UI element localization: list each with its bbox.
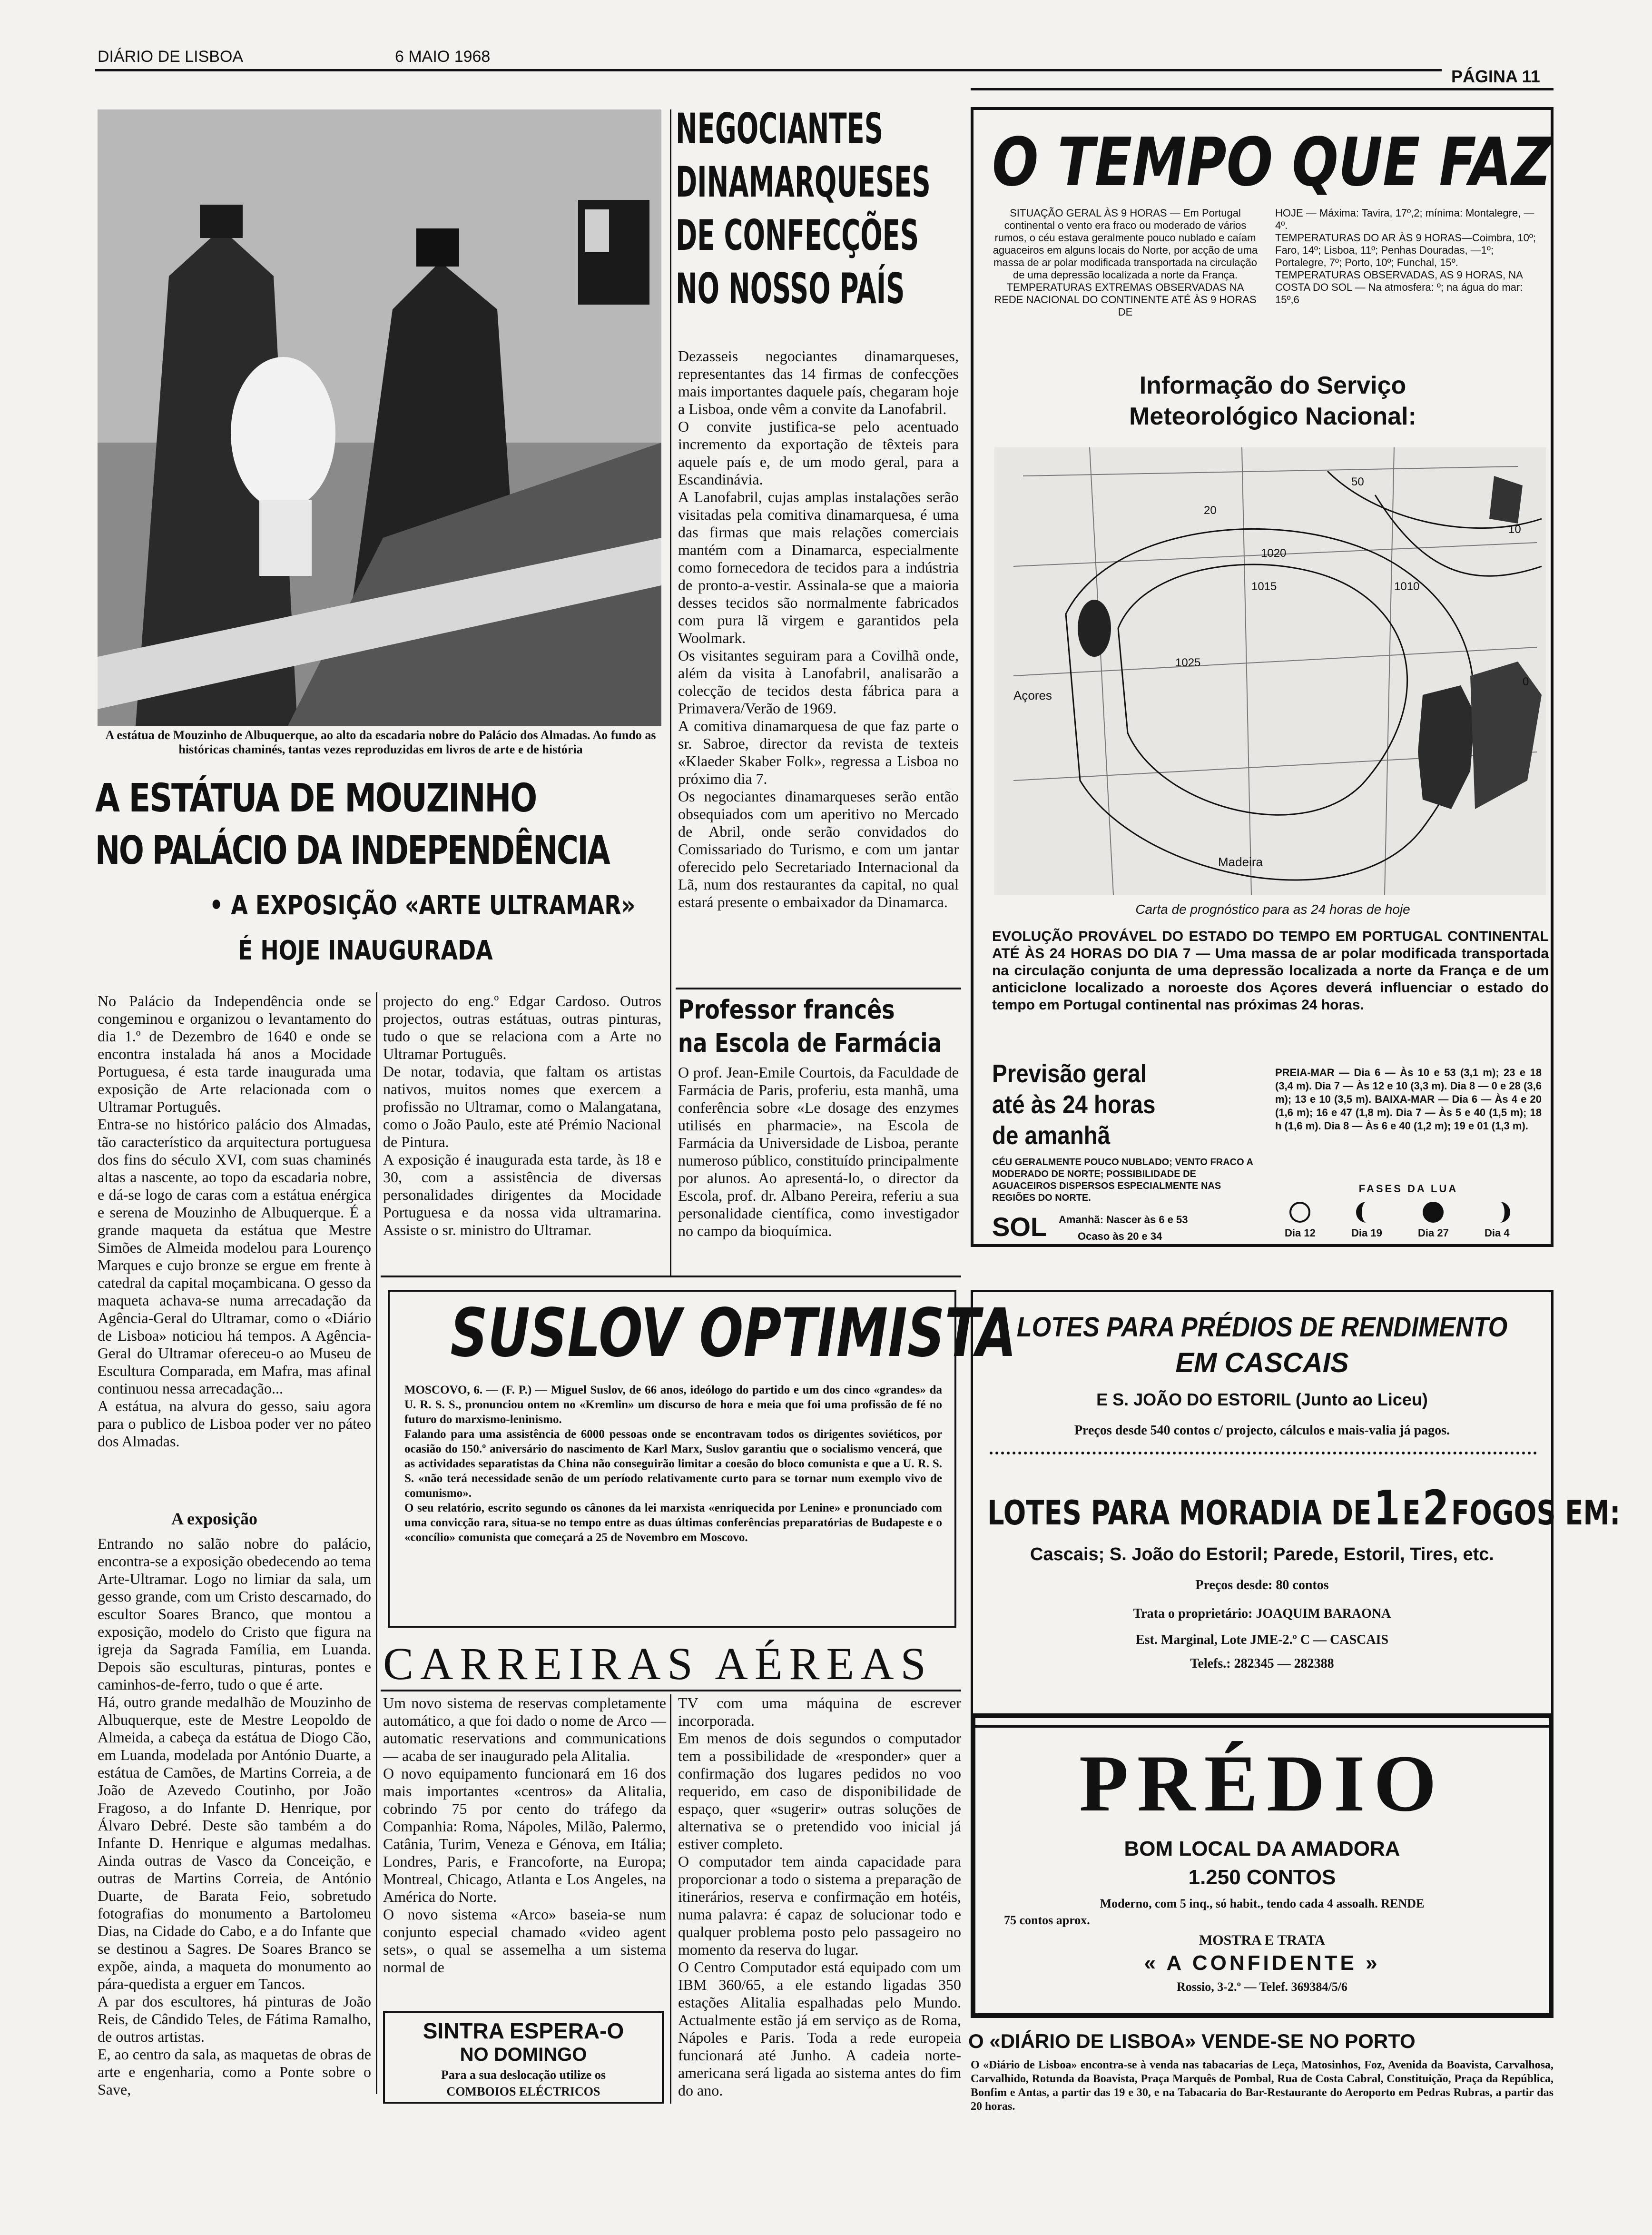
weather-info-1: Informação do Serviço	[1139, 372, 1406, 399]
sintra-title: SINTRA ESPERA-O	[423, 2018, 624, 2043]
mouzinho-headline-2: NO PALÁCIO DA INDEPENDÊNCIA	[95, 828, 610, 873]
sintra-line2: COMBOIOS ELÉCTRICOS	[446, 2085, 600, 2098]
porto-body: O «Diário de Lisboa» encontra-se à venda nas tabacarias de Leça, Matosinhos, Foz, Avenida da Boavista, Carvalhosa, Carvalhido, Rotunda da Boavista, Praça Marquês de Pombal, Rua de Costa Cabral, Constituição, Praça da República, Bonfim e Antas, a partir das 19 e 30, e na Tabacaria do Bar-Restaurante do Aeroporto em Pedras Rubras, a partir das 20 horas.	[971, 2059, 1554, 2113]
forecast-map-svg	[994, 447, 1546, 895]
col-rule-1	[376, 992, 377, 2094]
lotes-contact: Trata o proprietário: JOAQUIM BARAONA	[1133, 1606, 1391, 1621]
weather-map-caption: Carta de prognóstico para as 24 horas de hoje	[1135, 902, 1410, 917]
moon-day-2: Dia 19	[1351, 1227, 1382, 1239]
predio-line4: 75 contos aprox.	[1004, 1913, 1090, 1927]
mouzinho-photo-caption: A estátua de Mouzinho de Albuquerque, ao alto da escadaria nobre do Palácio dos Almadas. Ao fundo as históricas chaminés, tantas vezes reproduzidas em livros de arte e de história	[105, 728, 656, 756]
map-label-20: 20	[1204, 504, 1217, 517]
predio-line6: « A CONFIDENTE »	[1144, 1951, 1380, 1975]
weather-mares: PREIA-MAR — Dia 6 — Às 10 e 53 (3,1 m); 23 e 18 (3,4 m). Dia 7 — Às 12 e 10 (3,3 m). Dia 8 — 0 e 28 (3,6 m); 13 e 10 (3,5 m). BAIXA-MAR — Dia 6 — Às 4 e 20 (1,6 m); 16 e 47 (1,8 m). Dia 7 — Às 5 e 40 (1,5 m); 18 h (1,6 m). Dia 8 — Às 6 e 40 (1,2 m); 19 e 01 (1,3 m).	[1275, 1067, 1542, 1132]
map-label-1020: 1020	[1261, 547, 1287, 560]
professor-headline-2: na Escola de Farmácia	[678, 1028, 942, 1058]
predio-title: PRÉDIO	[1079, 1739, 1446, 1828]
col-rule-2	[670, 109, 671, 1276]
lotes-title-3a: LOTES PARA MORADIA DE	[987, 1493, 1372, 1533]
lotes-address: Est. Marginal, Lote JME-2.º C — CASCAIS	[1135, 1632, 1389, 1647]
negociantes-headline-line-4: NO NOSSO PAÍS	[676, 264, 905, 313]
lotes-prices2: Preços desde: 80 contos	[1195, 1578, 1329, 1592]
weather-info-2: Meteorológico Nacional:	[1129, 403, 1416, 430]
porto-headline: O «DIÁRIO DE LISBOA» VENDE-SE NO PORTO	[968, 2030, 1416, 2052]
moon-new-icon	[1289, 1202, 1310, 1223]
map-label-1025: 1025	[1175, 656, 1201, 669]
mouzinho-col1: No Palácio da Independência onde se congeminou e organizou o levantamento do dia 1.º de Dezembro de 1640 e onde se encontra instalada há anos a Mocidade Portuguesa, é esta tarde inaugurada uma exposição de Arte relacionada com o Ultramar Português. Entra-se no histórico palácio dos Almadas, tão característico da arquitectura portuguesa dos fins do século XVI, com suas chaminés altas a nascente, ao topo da escadaria nobre, e dá-se logo de caras com a estátua enérgica e serena de Mouzinho de Albuquerque. É a grande maqueta da estátua que Mestre Simões de Almeida modelou para Lourenço Marques e cujo bronze se ergue em frente à catedral da capital moçambicana. O gesso da maqueta achava-se numa arrecadação da Agência-Geral do Ultramar, como o «Diário de Lisboa» noticiou há tempos. A Agência-Geral do Ultramar ofereceu-o ao Museu de Escultura Comparada, em Mafra, mas afinal continuou nessa arrecadação... A estátua, na alvura do gesso, saiu agora para o publico de Lisboa poder ver no páteo dos Almadas.	[98, 992, 371, 1450]
masthead-date: 6 MAIO 1968	[395, 48, 491, 66]
sintra-line: Para a sua deslocação utilize os	[441, 2068, 606, 2082]
carreiras-rule	[381, 1690, 961, 1691]
predio-line7: Rossio, 3-2.º — Telef. 369384/5/6	[1177, 1980, 1347, 1994]
mouzinho-photo	[98, 109, 661, 726]
map-label-10: 10	[1508, 523, 1521, 536]
weather-map	[994, 447, 1546, 895]
professor-headline-1: Professor francês	[678, 995, 895, 1025]
lotes-divider	[990, 1452, 1537, 1455]
lotes-title-3c: E	[1402, 1493, 1421, 1533]
predio-line1: BOM LOCAL DA AMADORA	[1124, 1837, 1400, 1860]
carreiras-headline: CARREIRAS AÉREAS	[383, 1638, 933, 1689]
predio-line5: MOSTRA E TRATA	[1199, 1932, 1326, 1948]
negociantes-headline-line-1: NEGOCIANTES	[676, 104, 884, 153]
lotes-places2: Cascais; S. João do Estoril; Parede, Estoril, Tires, etc.	[1030, 1544, 1494, 1564]
moon-first-quarter-icon	[1356, 1202, 1377, 1223]
professor-body: O prof. Jean-Emile Courtois, da Faculdade de Farmácia de Paris, proferiu, esta manhã, uma conferência sobre «Le dosage des enzymes utilisés en pharmacie», na Escola de Farmácia da Universidade de Lisboa, perante numeroso público, constituído principalmente por alunos. Ao apresentá-lo, o director da Escola, prof. dr. Albano Pereira, referiu a sua personalidade científica, como investigador no campo da bioquímica.	[678, 1064, 959, 1239]
mouzinho-headline-1: A ESTÁTUA DE MOUZINHO	[95, 776, 536, 821]
moon-full-icon	[1423, 1202, 1444, 1223]
weather-fases-lua: FASES DA LUA	[1358, 1183, 1458, 1195]
mouzinho-subtitle-exposicao: A exposição	[171, 1509, 258, 1528]
map-label-madeira: Madeira	[1218, 855, 1263, 869]
lotes-title-3	[987, 1480, 1621, 1536]
weather-previsao-body: CÉU GERALMENTE POUCO NUBLADO; VENTO FRACO A MODERADO DE NORTE; POSSIBILIDADE DE AGUACEIROS DISPERSOS ESPECIALMENTE NAS REGIÕES DO NORTE.	[992, 1157, 1253, 1203]
lotes-title-3b: 1	[1373, 1480, 1400, 1536]
weather-sol-label: SOL	[992, 1212, 1047, 1242]
lotes-title-2: EM CASCAIS	[1175, 1347, 1349, 1378]
negociantes-body: Dezasseis negociantes dinamarqueses, representantes das 14 firmas de confecções mais importantes daquele país, chegaram hoje a Lisboa, onde vêm a convite da Lanofabril. O convite justifica-se pelo acentuado incremento da exportação de têxteis para aquele país e, de um modo geral, para a Escandinávia. A Lanofabril, cujas amplas instalações serão visitadas pela comitiva dinamarquesa, é uma das firmas que mais relações comerciais mantém com a Dinamarca, especialmente como fornecedora de tecidos para a indústria de pronto-a-vestir. Assinala-se que a maioria desses tecidos são normalmente fabricados com pura lã virgem e garantidos pela Woolmark. Os visitantes seguiram para a Covilhã onde, além da visita à Lanofabril, analisarão a colecção de tecidos desta fábrica para a Primavera/Verão de 1969. A comitiva dinamarquesa de que faz parte o sr. Sabroe, director da revista de texteis «Klaeder Skaber Folk», regressa a Lisboa no próximo dia 7. Os negociantes dinamarqueses serão então obsequiados com um aperitivo no Mercado de Abril, onde serão convidados do Comissariado do Turismo, e com um jantar oferecido pelo Secretariado Internacional da Lã, num dos restaurantes da capital, no qual estará presente o embaixador da Dinamarca.	[678, 347, 959, 910]
lotes-title-3d: 2	[1422, 1480, 1449, 1536]
weather-previsao-1: Previsão geral	[992, 1059, 1147, 1088]
map-label-acores: Açores	[1013, 688, 1052, 702]
moon-day-3: Dia 27	[1418, 1227, 1449, 1239]
map-label-1015: 1015	[1251, 580, 1277, 593]
predio-line2: 1.250 CONTOS	[1188, 1866, 1336, 1889]
mouzinho-subhead-1: • A EXPOSIÇÃO «ARTE ULTRAMAR»	[209, 890, 636, 921]
negociantes-headline	[676, 102, 931, 316]
weather-situacao: SITUAÇÃO GERAL ÀS 9 HORAS — Em Portugal continental o vento era fraco ou moderado de vários rumos, o céu estava geralmente pouco nublado e caíam aguaceiros em alguns locais do Norte, por acção de uma massa de ar polar modificada transportada na circulação de uma depressão localizada a norte da França. TEMPERATURAS EXTREMAS OBSERVADAS NA REDE NACIONAL DO CONTINENTE ATÉ ÀS 9 HORAS DE	[993, 207, 1258, 318]
suslov-top-rule	[381, 1276, 961, 1277]
mouzinho-subhead-2: É HOJE INAUGURADA	[238, 935, 493, 966]
suslov-headline: SUSLOV OPTIMISTA	[450, 1295, 1017, 1372]
moon-phases	[1275, 1199, 1542, 1242]
moon-last-quarter-icon	[1489, 1202, 1510, 1223]
mouzinho-col1b: Entrando no salão nobre do palácio, encontra-se a exposição obedecendo ao tema Arte-Ultramar. Logo no limiar da sala, um gesso grande, com um Cristo descarnado, do escultor Soares Branco, que montou a exposição, modelo do Cristo que figura na igreja da Sagrada Família, em Luanda. Depois são esculturas, pinturas, pontes e caminhos-de-ferro, tudo o que é arte. Há, outro grande medalhão de Mouzinho de Albuquerque, este de Mestre Leopoldo de Almeida, a cabeça da estátua de Diogo Cão, em Luanda, modelada por António Duarte, a estátua de Camões, de Martins Correia, a de João de Azevedo Coutinho, por João Fragoso, a do Infante D. Henrique, por Álvaro Debré. Deste são também a do Infante D. Henrique e algumas medalhas. Ainda outras de Vasco da Conceição, e outras de Martins Correia, de António Duarte, de Barata Feio, sobretudo fotografias do monumento a Bartolomeu Dias, na Cidade do Cabo, e a do Infante que se destinou a Sagres. De Soares Branco se expõe, ainda, a maqueta do monumento ao pára-quedista a erguer em Tancos. A par dos escultores, há pinturas de João Reis, de Cândido Teles, de Fátima Ramalho, de outros artistas. E, ao centro da sala, as maquetas de obras de arte e engenharia, como a Ponte sobre o Save,	[98, 1535, 371, 2098]
carreiras-col2: TV com uma máquina de escrever incorporada. Em menos de dois segundos o computador tem a possibilidade de «responder» quer a confirmação dos lugares pedidos no voo requerido, em caso de disponibilidade de espaço, quer «sugerir» outras soluções de alternativa se o pretendido voo inicial já estiver completo. O computador tem ainda capacidade para proporcionar a todo o sistema a preparação de itinerários, reserva e confirmação em hotéis, numa palavra: é capaz de solucionar todo e qualquer problema posto pelo passageiro no momento da reserva do lugar. O Centro Computador está equipado com um IBM 360/65, a ele estando ligadas 350 estações Alitalia espalhadas pelo Mundo. Actualmente estão já em serviço as de Roma, Nápoles e Paris. Toda a rede europeia funcionará até Junho. A cadeia norte-americana será ligada ao sistema antes do fim do ano.	[678, 1694, 961, 2099]
moon-day-1: Dia 12	[1285, 1227, 1316, 1239]
chimneys-illustration	[98, 109, 661, 726]
weather-hoje: HOJE — Máxima: Tavira, 17º,2; mínima: Montalegre, —4º. TEMPERATURAS DO AR ÀS 9 HORAS—Coimbra, 10º; Faro, 14º; Lisboa, 11º; Penhas Douradas, —1º; Portalegre, 7º; Porto, 10º; Funchal, 15º. TEMPERATURAS OBSERVADAS, AS 9 HORAS, NA COSTA DO SOL — Na atmosfera: º; na água do mar: 15º,6	[1275, 207, 1536, 306]
negociantes-headline-line-2: DINAMARQUESES	[676, 158, 931, 207]
carreiras-col-rule	[670, 1694, 671, 2104]
weather-sol-text-1: Amanhã: Nascer às 6 e 53	[1059, 1214, 1188, 1226]
map-label-0: 0	[1523, 675, 1529, 688]
lotes-title-3e: FOGOS EM:	[1451, 1493, 1621, 1533]
weather-evolucao: EVOLUÇÃO PROVÁVEL DO ESTADO DO TEMPO EM PORTUGAL CONTINENTAL ATÉ ÀS 24 HORAS DO DIA 7 — Uma massa de ar polar modificada transportada na circulação conjunta de uma depressão localizada a norte da França e de um anticiclone localizado a noroeste dos Açores deverá influenciar o estado do tempo em Portugal continental nas próximas 24 horas.	[992, 929, 1549, 1013]
weather-sol-text-2: Ocaso às 20 e 34	[1078, 1230, 1162, 1242]
mouzinho-col2: projecto do eng.º Edgar Cardoso. Outros projectos, outras estátuas, outras pinturas, tudo o que se relaciona com a Arte no Ultramar Português. De notar, todavia, que faltam os artistas nativos, muitos nomes que exercem a profissão no Ultramar, como o Malangatana, como o João Paulo, este até Prémio Nacional de Pintura. A exposição é inaugurada esta tarde, às 18 e 30, com a assistência de diversas personalidades dirigentes da Mocidade Portuguesa e da nossa vida ultramarina. Assiste o sr. ministro do Ultramar.	[383, 992, 661, 1238]
weather-previsao-2: até às 24 horas	[992, 1090, 1156, 1119]
sintra-sub: NO DOMINGO	[460, 2044, 587, 2065]
lotes-phones: Telefs.: 282345 — 282388	[1190, 1656, 1334, 1671]
lotes-prices: Preços desde 540 contos c/ projecto, cálculos e mais-valia já pagos.	[1074, 1423, 1450, 1438]
header-rule	[95, 69, 1442, 71]
moon-day-4: Dia 4	[1485, 1227, 1510, 1239]
professor-top-rule	[676, 988, 961, 989]
carreiras-col1: Um novo sistema de reservas completamente automático, a que foi dado o nome de Arco — automatic reservations and communications — acaba de ser inaugurado pela Alitalia. O novo equipamento funcionará em 16 dos mais importantes «centros» da Alitalia, cobrindo 75 por cento do tráfego da Companhia: Roma, Nápoles, Milão, Palermo, Catânia, Turim, Veneza e Génova, em Itália; Londres, Paris, e Francoforte, na Europa; Montreal, Chicago, Atlanta e Los Angeles, na América do Norte. O novo sistema «Arco» baseia-se num conjunto especial chamado «video agent sets», o qual se assemelha a um sistema normal de	[383, 1694, 666, 1976]
masthead-page: PÁGINA 11	[1451, 67, 1540, 86]
weather-title: O TEMPO QUE FAZ	[992, 124, 1552, 201]
map-label-1010: 1010	[1394, 580, 1420, 593]
predio-line3: Moderno, com 5 inq., só habit., tendo cada 4 assoalh. RENDE	[1100, 1897, 1425, 1910]
negociantes-headline-line-3: DE CONFECÇÕES	[676, 211, 919, 260]
weather-previsao-3: de amanhã	[992, 1121, 1111, 1150]
lotes-place: E S. JOÃO DO ESTORIL (Junto ao Liceu)	[1096, 1390, 1428, 1409]
map-label-50: 50	[1351, 475, 1364, 488]
lotes-title-1: LOTES PARA PRÉDIOS DE RENDIMENTO	[1016, 1312, 1508, 1343]
suslov-body: MOSCOVO, 6. — (F. P.) — Miguel Suslov, de 66 anos, ideólogo do partido e um dos cinco «grandes» da U. R. S. S., pronunciou ontem no «Kremlin» um discurso de hora e meia que foi uma profissão de fé no futuro do marxismo-leninismo. Falando para uma assistência de 6000 pessoas onde se encontravam todos os dirigentes soviéticos, por ocasião do 150.º aniversário do nascimento de Karl Marx, Suslov garantiu que o socialismo vencerá, que as actividades separatistas da China não conseguirão limitar a coesão do bloco comunista e que a U. R. S. S. «não terá necessidade senão de um período relativamente curto para se tornar num exemplo vivo de comunismo». O seu relatório, escrito segundo os cânones da lei marxista «enriquecida por Lenine» e pronunciado com uma convicção rara, situa-se no tempo entre as duas últimas conferências preparatórias de Budapeste e o «concílio» comunista que começará a 25 de Novembro em Moscovo.	[404, 1384, 942, 1544]
masthead-paper: DIÁRIO DE LISBOA	[98, 48, 244, 66]
header-rule-right	[971, 88, 1554, 90]
